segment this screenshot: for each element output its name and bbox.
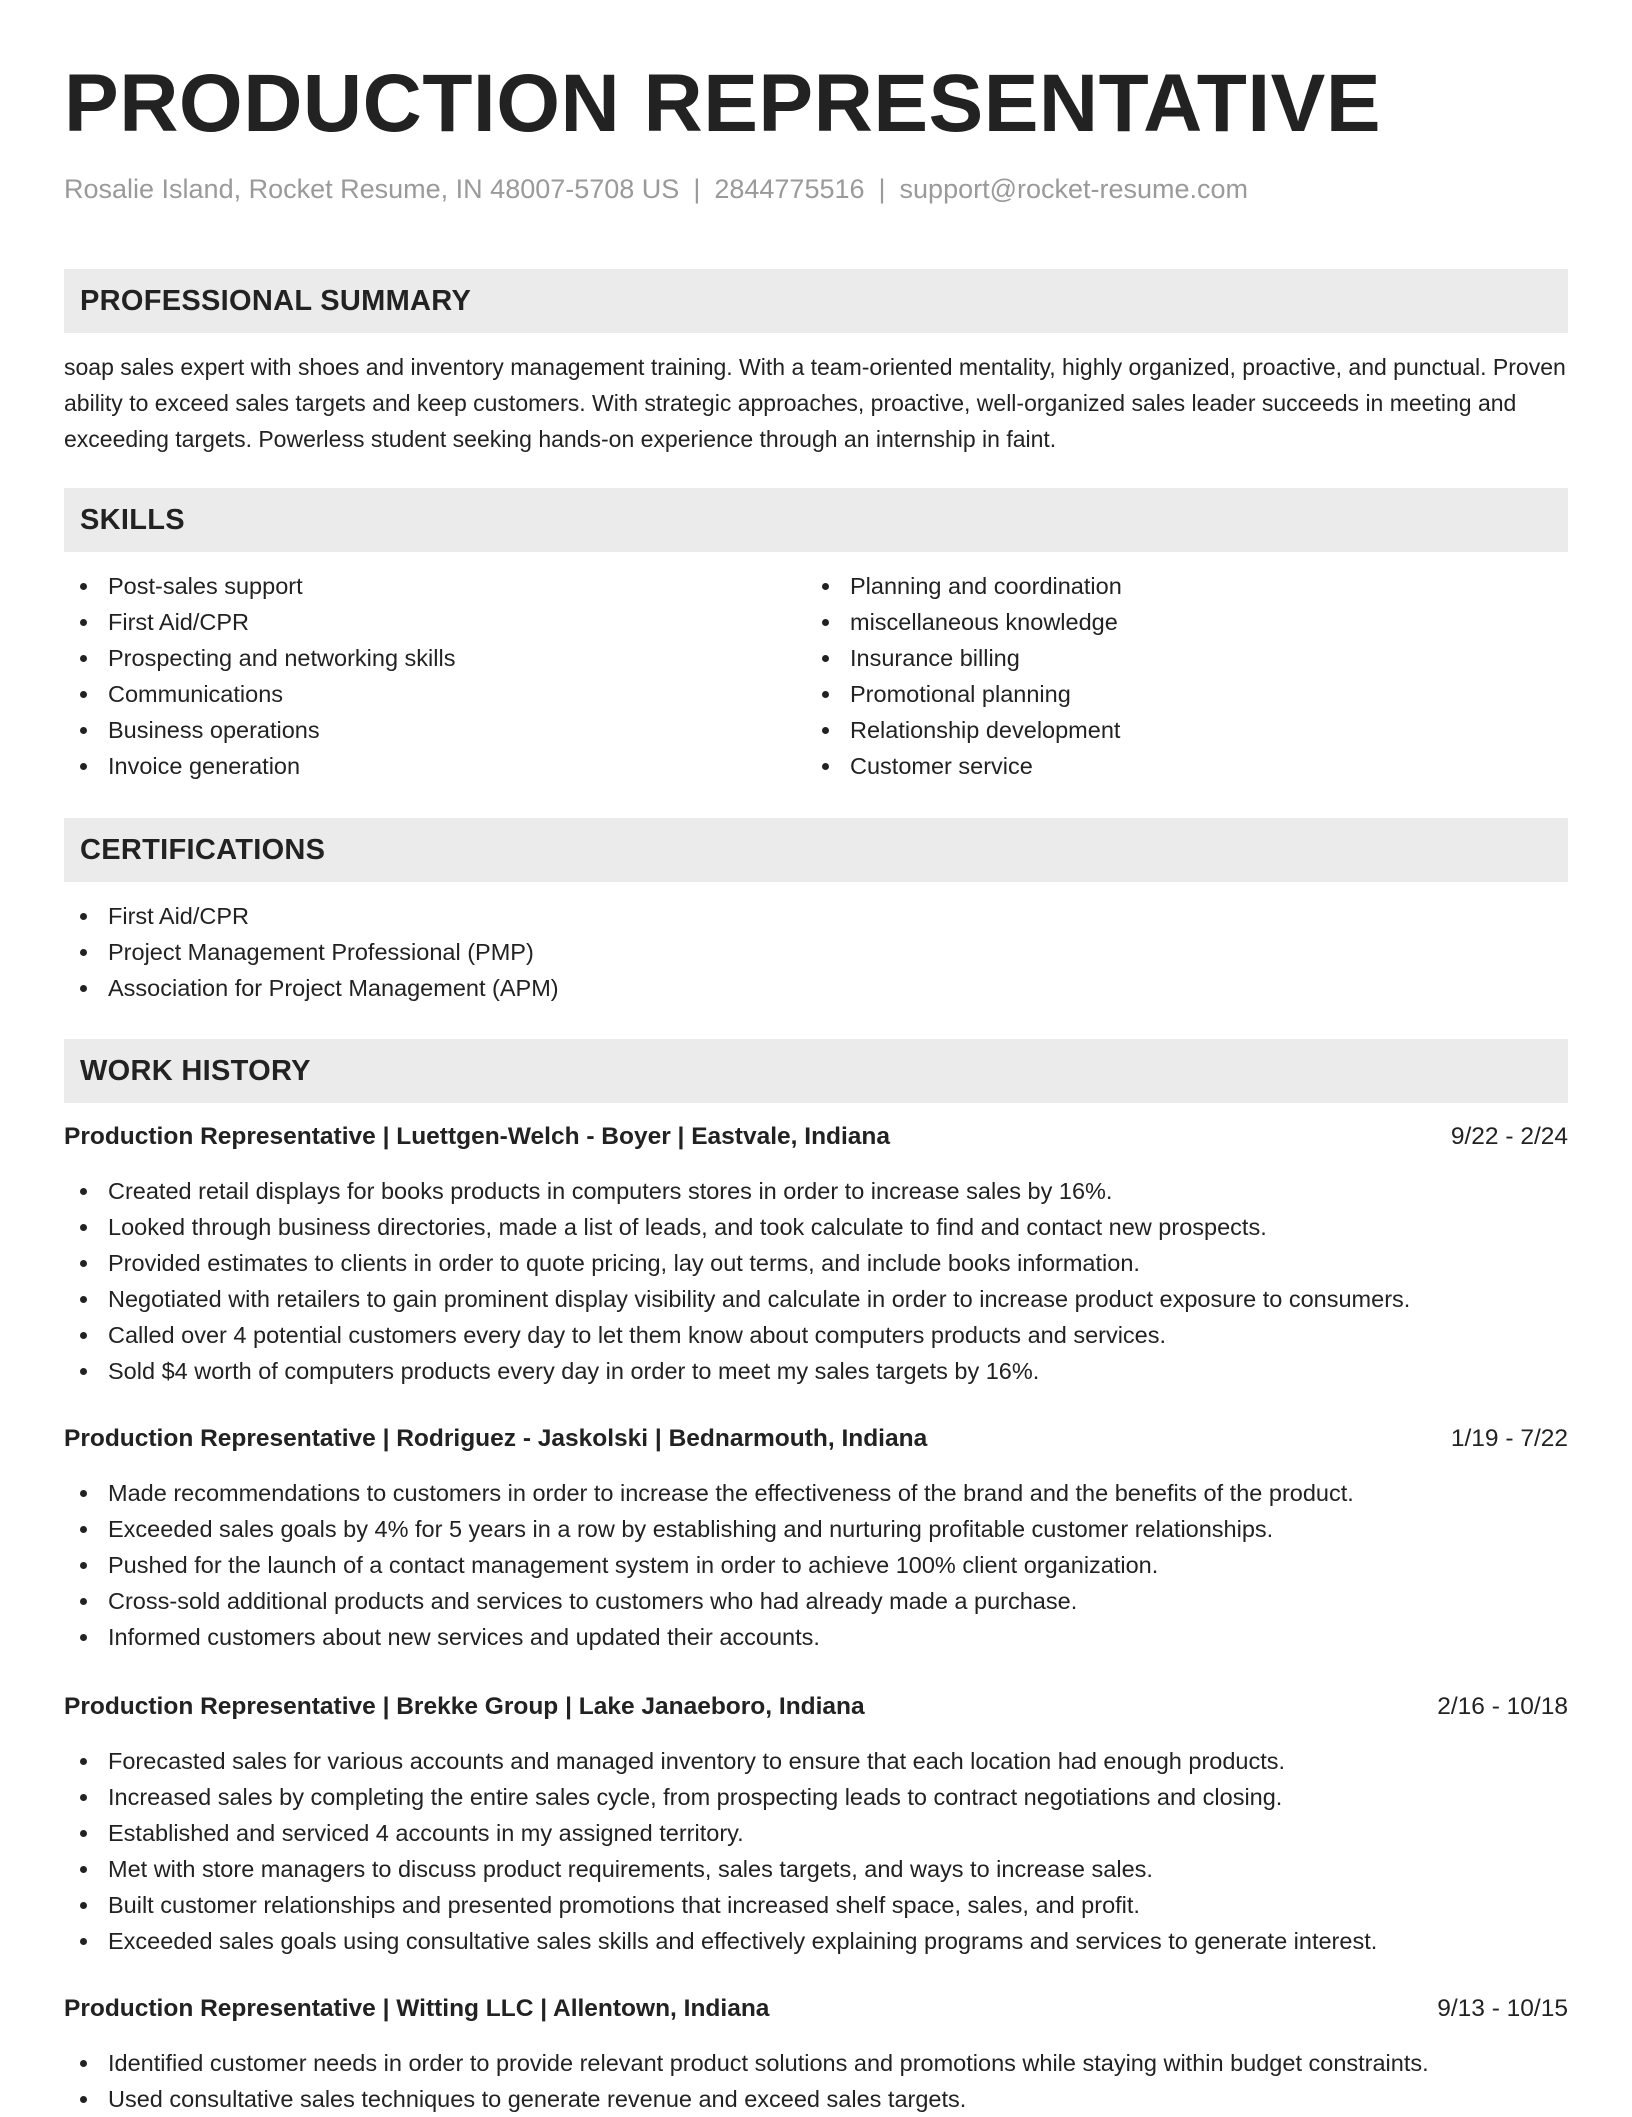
resume-page [64,0,1568,2117]
job-bullet: Established and serviced 4 accounts in my assigned territory. [64,1815,1568,1851]
certifications-section [64,818,1568,1006]
job-header [64,1991,1568,2027]
job-bullet: Cross-sold additional products and services to customers who had already made a purchase. [64,1583,1568,1619]
job-bullet: Informed customers about new services and updated their accounts. [64,1619,1568,1655]
summary-text: soap sales expert with shoes and inventory management training. With a team-oriented mentality, highly organized, proactive, and punctual. Proven ability to exceed sales targets and keep customers. With strategic approaches, proactive, well-organized sales leader succeeds in meeting and exceeding targets. Powerless student seeking hands-on experience through an internship in faint. [64,354,1566,452]
job-bullet: Increased sales by completing the entire sales cycle, from prospecting leads to contract negotiations and closing. [64,1779,1568,1815]
summary-section [64,269,1568,457]
contact-phone: 2844775516 [714,174,865,204]
skill-item: Insurance billing [806,640,1548,676]
contact-email: support@rocket-resume.com [899,174,1249,204]
certifications-list [64,898,1568,1006]
section-heading-summary: PROFESSIONAL SUMMARY [64,269,1568,333]
job-dates: 2/16 - 10/18 [1437,1693,1568,1720]
skill-item: Business operations [64,712,806,748]
job-bullet: Provided estimates to clients in order to quote pricing, lay out terms, and include books information. [64,1245,1568,1281]
job-bullet: Negotiated with retailers to gain prominent display visibility and calculate in order to increase product exposure to consumers. [64,1281,1568,1317]
section-heading-certifications: CERTIFICATIONS [64,818,1568,882]
job-bullets [64,1173,1568,1389]
skill-item: Planning and coordination [806,568,1548,604]
job-bullet: Called over 4 potential customers every day to let them know about computers products and services. [64,1317,1568,1353]
job-header [64,1119,1568,1155]
job-dates: 9/13 - 10/15 [1437,1995,1568,2022]
skill-item: First Aid/CPR [64,604,806,640]
job-bullet: Exceeded sales goals using consultative sales skills and effectively explaining programs and services to generate interest. [64,1923,1568,1959]
job-entry [64,1689,1568,1959]
skill-item: Invoice generation [64,748,806,784]
job-title: Production Representative | Witting LLC | Allentown, Indiana [64,1995,770,2022]
job-bullet: Exceeded sales goals by 4% for 5 years in a row by establishing and nurturing profitable customer relationships. [64,1511,1568,1547]
contact-address: Rosalie Island, Rocket Resume, IN 48007-5708 US [64,174,680,204]
job-bullet: Pushed for the launch of a contact management system in order to achieve 100% client organization. [64,1547,1568,1583]
skill-item: Customer service [806,748,1548,784]
job-bullet: Looked through business directories, made a list of leads, and took calculate to find and contact new prospects. [64,1209,1568,1245]
skill-item: Relationship development [806,712,1548,748]
skill-item: Post-sales support [64,568,806,604]
job-bullet: Built customer relationships and presented promotions that increased shelf space, sales, and profit. [64,1887,1568,1923]
skills-list-right [806,568,1548,784]
contact-separator: | [693,174,701,204]
certification-item: Association for Project Management (APM) [64,970,1568,1006]
job-bullet: Sold $4 worth of computers products every day in order to meet my sales targets by 16%. [64,1353,1568,1389]
job-bullet: Met with store managers to discuss product requirements, sales targets, and ways to increase sales. [64,1851,1568,1887]
job-bullet: Made recommendations to customers in order to increase the effectiveness of the brand and the benefits of the product. [64,1475,1568,1511]
skills-list-left [64,568,806,784]
skill-item: Prospecting and networking skills [64,640,806,676]
job-header [64,1689,1568,1725]
section-heading-skills: SKILLS [64,488,1568,552]
job-entry [64,1119,1568,1389]
contact-line [64,172,1568,206]
certification-item: First Aid/CPR [64,898,1568,934]
job-title: Production Representative | Brekke Group | Lake Janaeboro, Indiana [64,1693,865,1720]
job-bullet: Identified customer needs in order to provide relevant product solutions and promotions while staying within budget constraints. [64,2045,1568,2081]
job-bullets [64,1743,1568,1959]
skill-item: miscellaneous knowledge [806,604,1548,640]
certification-item: Project Management Professional (PMP) [64,934,1568,970]
skill-item: Communications [64,676,806,712]
job-bullet: Used consultative sales techniques to generate revenue and exceed sales targets. [64,2081,1568,2117]
job-bullet: Forecasted sales for various accounts and managed inventory to ensure that each location had enough products. [64,1743,1568,1779]
work-history-section [64,1039,1568,2117]
job-bullets [64,2045,1568,2117]
job-bullets [64,1475,1568,1655]
job-dates: 1/19 - 7/22 [1450,1425,1568,1452]
candidate-title: PRODUCTION REPRESENTATIVE [64,58,1382,149]
skills-section [64,488,1568,784]
skills-grid [64,568,1568,784]
job-entry [64,1991,1568,2117]
section-heading-work-history: WORK HISTORY [64,1039,1568,1103]
job-title: Production Representative | Luettgen-Welch - Boyer | Eastvale, Indiana [64,1123,891,1150]
skill-item: Promotional planning [806,676,1548,712]
contact-separator: | [878,174,886,204]
job-header [64,1421,1568,1457]
job-title: Production Representative | Rodriguez - Jaskolski | Bednarmouth, Indiana [64,1425,928,1452]
job-entry [64,1421,1568,1655]
job-bullet: Created retail displays for books products in computers stores in order to increase sales by 16%. [64,1173,1568,1209]
job-dates: 9/22 - 2/24 [1450,1123,1568,1150]
